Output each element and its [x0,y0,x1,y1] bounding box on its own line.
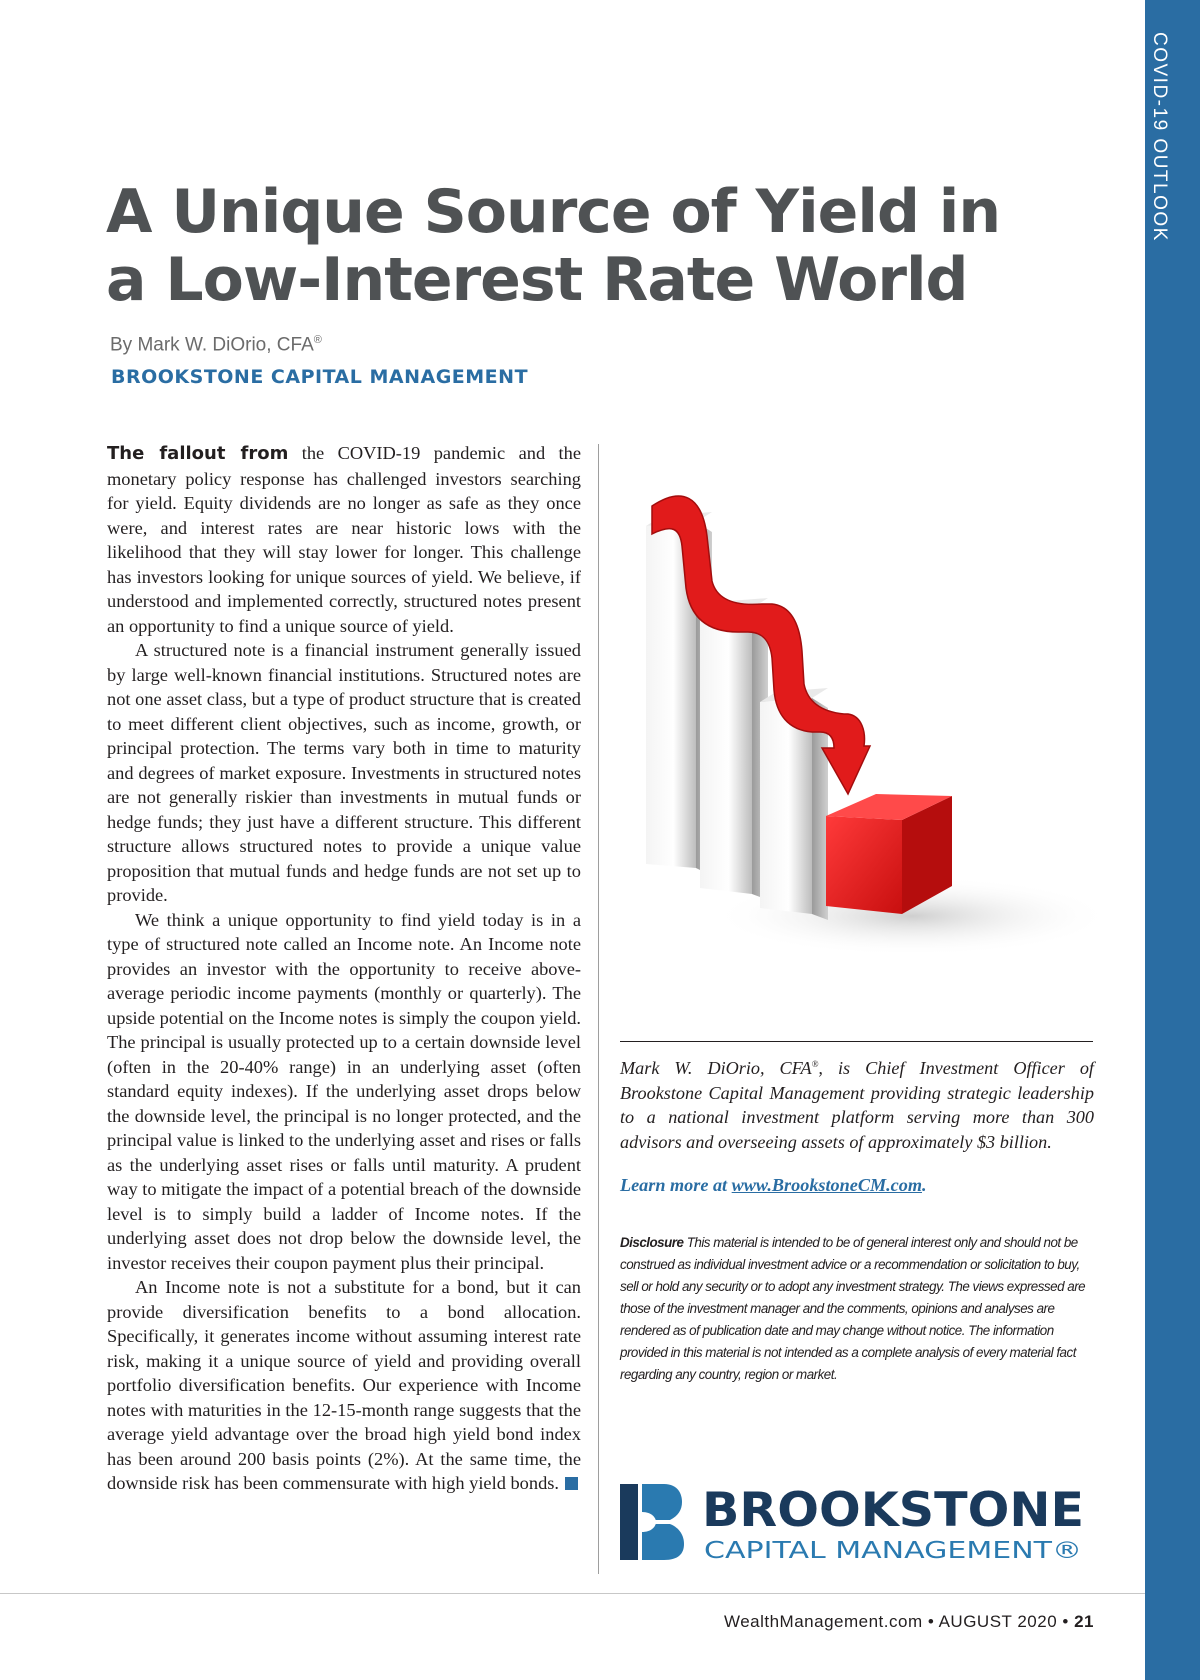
article-body [107,441,581,1496]
logo-subtitle: CAPITAL MANAGEMENT® [704,1538,1082,1562]
bar-2 [700,598,768,900]
end-of-article-mark [565,1477,578,1490]
declining-bars-illustration [612,476,1102,976]
logo-name: BROOKSTONE [702,1483,1084,1538]
learn-more-prefix: Learn more at [620,1175,732,1195]
page-footer [724,1612,1094,1632]
author-bio-text: , is Chief Investment Officer of Brookstone Capital Management providing strategic leadership to a national investment platform serving more than 300 advisors and overseeing assets of approximately $3 billion. [620,1058,1094,1152]
section-label: COVID-19 OUTLOOK [1149,32,1170,242]
disclosure-label: Disclosure [620,1235,684,1250]
brookstone-b-icon [620,1484,684,1560]
registered-mark: ® [313,334,322,346]
red-cube [826,794,952,914]
brookstone-logo [620,1482,1090,1562]
page-number: 21 [1074,1612,1094,1631]
learn-more-suffix: . [922,1175,927,1195]
sidebar-band [1145,0,1200,1680]
paragraph-2: A structured note is a financial instrument generally issued by large well-known financial institutions. Structured notes are not one asset class, but a type of product structure that is created to meet different client objectives, such as income, growth, or principal protection. The terms vary both in time to maturity and degrees of market exposure. Investments in structured notes are not generally riskier than investments in mutual funds or hedge funds; they just have a different structure. This different structure allows structured notes to provide a unique value proposition that mutual funds and hedge funds are not set up to provide. [107,640,581,905]
author-bio [620,1052,1094,1154]
company-name: BROOKSTONE CAPITAL MANAGEMENT [111,366,529,388]
learn-more [620,1175,927,1196]
footer-separator: • [922,1612,939,1631]
paragraph-1-text: the COVID-19 pandemic and the monetary policy response has challenged investors searching for yield. Equity dividends are no longer as safe as they once were, and interest rates are near historic lows with the likelihood that they will stay lower for longer. This challenge has investors looking for unique sources of yield. We believe, if understood and implemented correctly, structured notes present an opportunity to find a unique source of yield. [107,443,581,636]
paragraph-1 [107,441,581,638]
disclosure-text: This material is intended to be of general interest only and should not be construed as individual investment advice or a recommendation or solicitation to buy, sell or hold any security or to adopt any investment strategy. The views expressed are those of the investment manager and the comments, opinions and analyses are rendered as of publication date and may change without notice. The information provided in this material is not intended as a complete analysis of every material fact regarding any country, region or market. [620,1235,1086,1382]
website-link[interactable]: www.BrookstoneCM.com [731,1175,922,1195]
footer-date: AUGUST 2020 [938,1612,1058,1631]
paragraph-4-text: An Income note is not a substitute for a bond, but it can provide diversification benefits to a bond allocation. Specifically, it generates income without assuming interest rate risk, making it a unique source of yield and providing overall portfolio diversification benefits. Our experience with Income notes with maturities in the 12-15-month range suggests that the average yield advantage over the broad high yield bond index has been around 200 basis points (2%). At the same time, the downside risk has been commensurate with high yield bonds. [107,1277,581,1493]
disclosure [620,1232,1094,1386]
footer-divider [0,1593,1145,1594]
lead-in: The fallout from [107,443,289,464]
bio-divider [620,1041,1093,1042]
footer-separator-2: • [1057,1612,1075,1631]
author-name: Mark W. DiOrio, CFA [620,1058,812,1079]
paragraph-4 [107,1275,581,1496]
byline [110,334,322,356]
footer-site: WealthManagement.com [723,1612,923,1631]
paragraph-3: We think a unique opportunity to find yield today is in a type of structured note called an Income note. An Income note provides an investor with the opportunity to receive above-average periodic income payments (monthly or quarterly). The upside potential on the Income notes is simply the coupon yield. The principal is usually protected up to a certain downside level (often in the 20-40% range) in an underlying asset (often standard equity indexes). If the underlying asset drops below the downside level, the principal is no longer protected, and the principal value is linked to the underlying asset and rises or falls as the underlying asset rises or falls until maturity. A prudent way to mitigate the impact of a potential breach of the downside level is to simply build a ladder of Income notes. If the underlying asset does not drop below the downside level, the investor receives their coupon payment plus their principal. [107,909,581,1273]
column-divider [598,444,599,1574]
bio-registered-mark: ® [811,1059,819,1069]
byline-text: By Mark W. DiOrio, CFA [110,334,314,356]
article-title: A Unique Source of Yield in a Low-Interest Rate World [106,177,1001,315]
